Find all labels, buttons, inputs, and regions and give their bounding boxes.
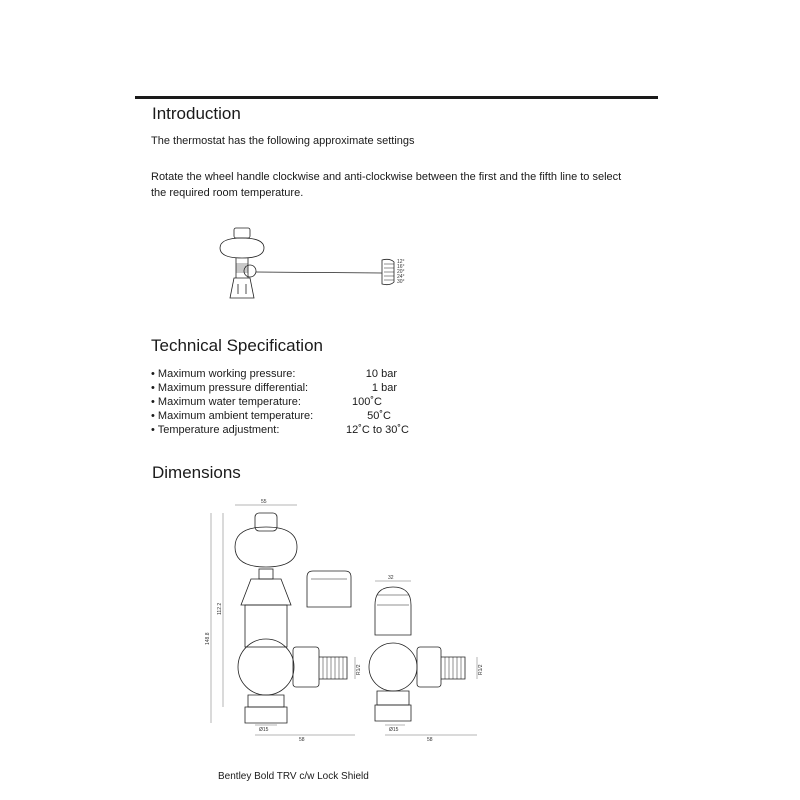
thermostat-diagram [212, 220, 422, 310]
scale-mark-2: 16° [397, 264, 405, 270]
spec-value: 12˚C to 30˚C [346, 424, 409, 436]
scale-mark-1: 12° [397, 259, 405, 265]
dim-width-top: 55 [261, 499, 267, 505]
dimensions-heading: Dimensions [152, 463, 241, 482]
spec-value: 100˚C [352, 396, 382, 408]
spec-row [151, 423, 409, 437]
scale-mark-4: 24° [397, 274, 405, 280]
spec-label: • Maximum water temperature: [151, 396, 301, 408]
dim-width-small: 32 [388, 575, 394, 581]
spec-value: 1 bar [371, 382, 397, 394]
spec-row [151, 409, 391, 423]
intro-line-2: Rotate the wheel handle clockwise and anti-clockwise between the first and the fifth line to select [151, 171, 622, 183]
dimension-drawing [195, 495, 495, 755]
spec-row [151, 395, 382, 409]
dim-thread-left: R1/2 [356, 664, 362, 675]
dim-bottom-right: Ø15 [389, 727, 399, 733]
intro-heading: Introduction [152, 104, 241, 123]
scale-mark-3: 20° [397, 269, 405, 275]
drawing-caption: Bentley Bold TRV c/w Lock Shield [218, 771, 369, 782]
spec-label: • Maximum working pressure: [151, 368, 296, 380]
spec-label: • Maximum ambient temperature: [151, 410, 314, 422]
dim-span-left: 58 [299, 737, 305, 743]
intro-line-3: the required room temperature. [151, 187, 304, 199]
spec-row [151, 381, 397, 395]
top-rule [135, 96, 658, 99]
spec-label: • Temperature adjustment: [151, 424, 280, 436]
dim-thread-right: R1/2 [478, 664, 484, 675]
dim-height-total: 148.8 [205, 632, 211, 645]
spec-row [151, 367, 397, 381]
spec-value: 50˚C [367, 410, 391, 422]
scale-mark-5: 30° [397, 279, 405, 285]
spec-value: 10 bar [365, 368, 397, 380]
dim-span-right: 58 [427, 737, 433, 743]
dim-bottom-left: Ø15 [259, 727, 269, 733]
spec-label: • Maximum pressure differential: [151, 382, 309, 394]
spec-heading: Technical Specification [151, 336, 323, 355]
intro-line-1: The thermostat has the following approximate settings [151, 135, 415, 147]
dim-height-upper: 112.2 [217, 602, 223, 615]
